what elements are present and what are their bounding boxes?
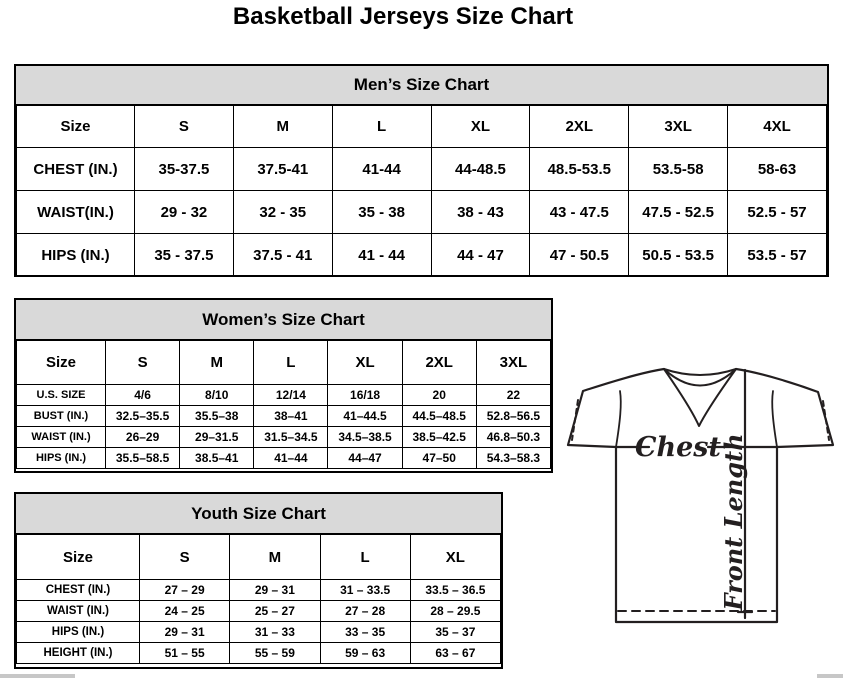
measurement-row [17, 643, 501, 664]
jersey-outline [568, 369, 833, 622]
size-value-cell: 47–50 [402, 448, 476, 469]
column-header: S [140, 535, 230, 580]
column-header: XL [328, 341, 402, 385]
size-value-cell: 24 – 25 [140, 601, 230, 622]
size-value-cell: 22 [476, 385, 550, 406]
column-header: M [233, 106, 332, 148]
size-value-cell: 44.5–48.5 [402, 406, 476, 427]
size-value-cell: 35 – 37 [410, 622, 500, 643]
size-value-cell: 31.5–34.5 [254, 427, 328, 448]
size-value-cell: 35 - 37.5 [135, 234, 234, 277]
row-label: U.S. SIZE [17, 385, 106, 406]
mens-size-chart [14, 64, 829, 277]
column-header: XL [431, 106, 530, 148]
size-value-cell: 32.5–35.5 [106, 406, 180, 427]
column-header: L [332, 106, 431, 148]
size-value-cell: 27 – 28 [320, 601, 410, 622]
column-header: 3XL [476, 341, 550, 385]
size-value-cell: 41-44 [332, 148, 431, 191]
size-value-cell: 37.5-41 [233, 148, 332, 191]
measurement-row [17, 622, 501, 643]
size-value-cell: 59 – 63 [320, 643, 410, 664]
measurement-row [17, 191, 827, 234]
column-header: M [230, 535, 320, 580]
size-value-cell: 43 - 47.5 [530, 191, 629, 234]
size-value-cell: 29 - 32 [135, 191, 234, 234]
measurement-row [17, 148, 827, 191]
size-value-cell: 51 – 55 [140, 643, 230, 664]
size-value-cell: 35.5–58.5 [106, 448, 180, 469]
size-value-cell: 44 - 47 [431, 234, 530, 277]
size-value-cell: 55 – 59 [230, 643, 320, 664]
size-header-row [17, 535, 501, 580]
column-header-size: Size [17, 106, 135, 148]
size-value-cell: 31 – 33.5 [320, 580, 410, 601]
size-value-cell: 46.8–50.3 [476, 427, 550, 448]
size-value-cell: 27 – 29 [140, 580, 230, 601]
size-value-cell: 28 – 29.5 [410, 601, 500, 622]
row-label: CHEST (IN.) [17, 148, 135, 191]
page-title: Basketball Jerseys Size Chart [232, 3, 574, 30]
size-value-cell: 26–29 [106, 427, 180, 448]
size-value-cell: 53.5-58 [629, 148, 728, 191]
measurement-row [17, 580, 501, 601]
column-header-size: Size [17, 535, 140, 580]
size-value-cell: 41–44.5 [328, 406, 402, 427]
size-value-cell: 4/6 [106, 385, 180, 406]
chest-label: Chest [635, 432, 721, 463]
front-length-label: Front Length [719, 433, 748, 611]
column-header: 2XL [530, 106, 629, 148]
size-value-cell: 29 – 31 [230, 580, 320, 601]
womens-size-table [16, 340, 551, 469]
size-value-cell: 52.5 - 57 [728, 191, 827, 234]
row-label: BUST (IN.) [17, 406, 106, 427]
column-header: S [135, 106, 234, 148]
size-value-cell: 41–44 [254, 448, 328, 469]
column-header: S [106, 341, 180, 385]
row-label: WAIST (IN.) [17, 427, 106, 448]
size-value-cell: 54.3–58.3 [476, 448, 550, 469]
size-value-cell: 25 – 27 [230, 601, 320, 622]
column-header: M [180, 341, 254, 385]
size-value-cell: 38–41 [254, 406, 328, 427]
womens-size-chart [14, 298, 553, 473]
size-value-cell: 35-37.5 [135, 148, 234, 191]
row-label: HIPS (IN.) [17, 622, 140, 643]
row-label: WAIST(IN.) [17, 191, 135, 234]
size-value-cell: 37.5 - 41 [233, 234, 332, 277]
row-label: HIPS (IN.) [17, 448, 106, 469]
size-value-cell: 35 - 38 [332, 191, 431, 234]
size-value-cell: 50.5 - 53.5 [629, 234, 728, 277]
row-label: CHEST (IN.) [17, 580, 140, 601]
size-value-cell: 41 - 44 [332, 234, 431, 277]
size-value-cell: 53.5 - 57 [728, 234, 827, 277]
size-value-cell: 58-63 [728, 148, 827, 191]
column-header: XL [410, 535, 500, 580]
mens-table-title: Men’s Size Chart [16, 66, 827, 105]
size-header-row [17, 106, 827, 148]
measurement-row [17, 385, 551, 406]
size-value-cell: 34.5–38.5 [328, 427, 402, 448]
size-value-cell: 33 – 35 [320, 622, 410, 643]
row-label: WAIST (IN.) [17, 601, 140, 622]
size-value-cell: 32 - 35 [233, 191, 332, 234]
size-value-cell: 44-48.5 [431, 148, 530, 191]
size-value-cell: 38.5–41 [180, 448, 254, 469]
size-value-cell: 8/10 [180, 385, 254, 406]
size-value-cell: 47 - 50.5 [530, 234, 629, 277]
size-value-cell: 20 [402, 385, 476, 406]
right-sleeve-stitch [823, 401, 829, 440]
youth-table-title: Youth Size Chart [16, 494, 501, 534]
column-header: 4XL [728, 106, 827, 148]
right-sleeve-seam [772, 391, 777, 447]
measurement-row [17, 406, 551, 427]
mens-size-table [16, 105, 827, 277]
size-value-cell: 44–47 [328, 448, 402, 469]
youth-size-chart [14, 492, 503, 669]
collar-top-edge [664, 369, 736, 375]
size-value-cell: 35.5–38 [180, 406, 254, 427]
size-value-cell: 12/14 [254, 385, 328, 406]
size-value-cell: 29 – 31 [140, 622, 230, 643]
measurement-row [17, 448, 551, 469]
column-header: 2XL [402, 341, 476, 385]
womens-table-title: Women’s Size Chart [16, 300, 551, 340]
left-sleeve-stitch [572, 400, 578, 440]
column-header-size: Size [17, 341, 106, 385]
horizontal-scrollbar-thumb-right[interactable] [817, 674, 843, 678]
size-header-row [17, 341, 551, 385]
jersey-measurement-diagram [560, 360, 841, 652]
column-header: L [254, 341, 328, 385]
size-value-cell: 38 - 43 [431, 191, 530, 234]
size-value-cell: 52.8–56.5 [476, 406, 550, 427]
size-value-cell: 48.5-53.5 [530, 148, 629, 191]
size-value-cell: 38.5–42.5 [402, 427, 476, 448]
measurement-row [17, 427, 551, 448]
row-label: HEIGHT (IN.) [17, 643, 140, 664]
measurement-row [17, 601, 501, 622]
size-value-cell: 29–31.5 [180, 427, 254, 448]
size-value-cell: 33.5 – 36.5 [410, 580, 500, 601]
row-label: HIPS (IN.) [17, 234, 135, 277]
size-value-cell: 31 – 33 [230, 622, 320, 643]
column-header: L [320, 535, 410, 580]
youth-size-table [16, 534, 501, 664]
size-value-cell: 47.5 - 52.5 [629, 191, 728, 234]
left-sleeve-seam [616, 391, 621, 447]
measurement-row [17, 234, 827, 277]
column-header: 3XL [629, 106, 728, 148]
horizontal-scrollbar-thumb-left[interactable] [0, 674, 75, 678]
size-value-cell: 63 – 67 [410, 643, 500, 664]
size-value-cell: 16/18 [328, 385, 402, 406]
